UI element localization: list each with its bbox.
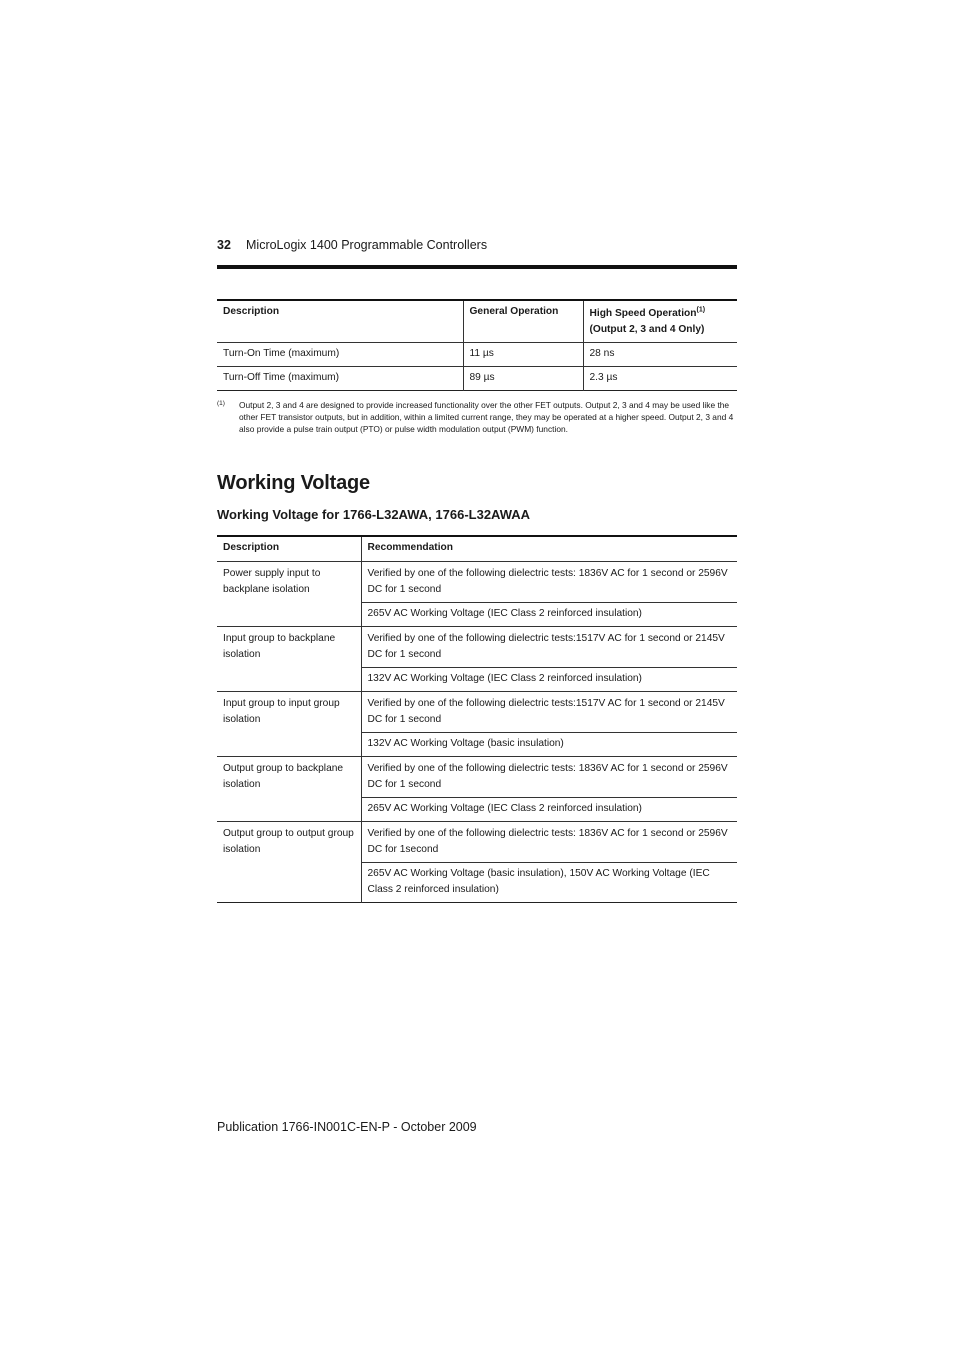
table-row (217, 626, 737, 667)
cell-working-voltage: 132V AC Working Voltage (IEC Class 2 reinforced insulation) (361, 667, 737, 691)
high-speed-subtitle: (Output 2, 3 and 4 Only) (589, 324, 705, 335)
table-row (217, 821, 737, 862)
col-header-description: Description (223, 306, 280, 317)
high-speed-label: High Speed Operation (589, 308, 697, 319)
footnote-text: Output 2, 3 and 4 are designed to provide increased functionality over the other FET outputs. Output 2, 3 and 4 may be used like the other FET transistor outputs, but in addition, within a limited current range, they may be operated at a higher speed. Output 2, 3 and 4 also provide a pulse train output (PTO) or pulse width modulation output (PWM) function. (239, 400, 734, 434)
table-row (217, 756, 737, 797)
cell-description: Input group to input group isolation (217, 691, 361, 756)
cell-working-voltage: 265V AC Working Voltage (IEC Class 2 reinforced insulation) (361, 602, 737, 626)
running-header-title: MicroLogix 1400 Programmable Controllers (246, 238, 488, 252)
timing-table (217, 299, 737, 391)
cell-description: Output group to backplane isolation (217, 756, 361, 821)
col-header-general-operation: General Operation (463, 300, 583, 343)
cell-description: Input group to backplane isolation (217, 626, 361, 691)
page-number: 32 (217, 238, 231, 252)
cell-description: Turn-Off Time (maximum) (217, 367, 463, 391)
working-voltage-table (217, 535, 737, 903)
cell-description: Output group to output group isolation (217, 821, 361, 902)
cell-dielectric-test: Verified by one of the following dielectric tests: 1836V AC for 1 second or 2596V DC for 1 second (361, 561, 737, 602)
table-row (217, 561, 737, 602)
cell-dielectric-test: Verified by one of the following dielectric tests:1517V AC for 1 second or 2145V DC for 1 second (361, 626, 737, 667)
cell-working-voltage: 132V AC Working Voltage (basic insulation) (361, 732, 737, 756)
footnote (217, 400, 737, 435)
page-header (217, 238, 737, 269)
col-header-description: Description (217, 536, 361, 561)
cell-general: 11 µs (463, 343, 583, 367)
table-header-row (217, 300, 737, 343)
table-row (217, 691, 737, 732)
footnote-mark: (1) (217, 400, 225, 407)
cell-dielectric-test: Verified by one of the following dielectric tests: 1836V AC for 1 second or 2596V DC for 1 second (361, 756, 737, 797)
table-row (217, 343, 737, 367)
cell-working-voltage: 265V AC Working Voltage (basic insulation), 150V AC Working Voltage (IEC Class 2 reinforced insulation) (361, 862, 737, 902)
cell-high-speed: 2.3 µs (583, 367, 737, 391)
cell-working-voltage: 265V AC Working Voltage (IEC Class 2 reinforced insulation) (361, 797, 737, 821)
footnote-ref: (1) (696, 306, 706, 314)
col-header-recommendation: Recommendation (361, 536, 737, 561)
table-row (217, 367, 737, 391)
col-header-high-speed-operation (583, 300, 737, 343)
publication-footer: Publication 1766-IN001C-EN-P - October 2009 (217, 1120, 477, 1134)
table-header-row (217, 536, 737, 561)
cell-description: Power supply input to backplane isolation (217, 561, 361, 626)
table-title: Working Voltage for 1766-L32AWA, 1766-L32AWAA (217, 507, 531, 522)
cell-high-speed: 28 ns (583, 343, 737, 367)
cell-dielectric-test: Verified by one of the following dielectric tests: 1836V AC for 1 second or 2596V DC for 1second (361, 821, 737, 862)
cell-description: Turn-On Time (maximum) (217, 343, 463, 367)
section-title: Working Voltage (217, 472, 370, 494)
cell-dielectric-test: Verified by one of the following dielectric tests:1517V AC for 1 second or 2145V DC for 1 second (361, 691, 737, 732)
cell-general: 89 µs (463, 367, 583, 391)
